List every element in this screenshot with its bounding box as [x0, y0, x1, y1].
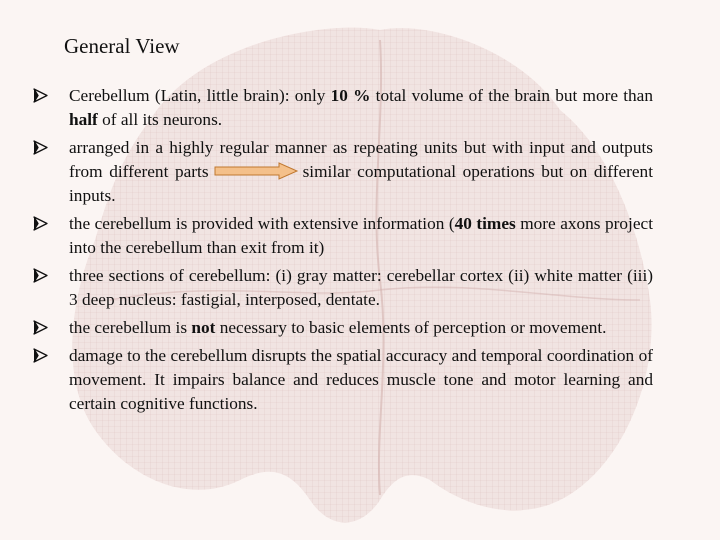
bullet-text: three sections of cerebellum: (i) gray matter: cerebellar cortex (ii) white matter (iii) 3 deep nucleus: fastigial, interposed, dentate. [69, 266, 653, 309]
bullet-item [33, 264, 653, 312]
arrow-bullet-icon [33, 140, 48, 155]
bullet-item [33, 136, 653, 208]
bullet-text: the cerebellum is [69, 318, 192, 337]
slide-title: General View [64, 34, 180, 58]
arrow-bullet-icon [33, 268, 48, 283]
bullet-text: more axons project into the cerebellum than exit from it) [69, 214, 653, 257]
arrow-bullet-icon [33, 320, 48, 335]
bullet-text: of all its neurons. [97, 110, 223, 129]
bullet-item [33, 316, 653, 340]
bullet-text: total volume of the brain but more than [370, 86, 653, 105]
arrow-bullet-icon [33, 348, 48, 363]
bullet-item [33, 212, 653, 260]
bold-text: 10 % [330, 86, 371, 105]
bullet-text: similar computational operations but on different inputs. [69, 162, 653, 205]
bold-text: not [191, 318, 216, 337]
bullet-text: Cerebellum (Latin, little brain): only [69, 86, 331, 105]
bold-text: half [69, 110, 98, 129]
arrow-bullet-icon [33, 216, 48, 231]
bullet-text: the cerebellum is provided with extensive information ( [69, 214, 455, 233]
bullet-item [33, 84, 653, 132]
bullet-list [33, 84, 653, 420]
bullet-text: damage to the cerebellum disrupts the spatial accuracy and temporal coordination of movement. It impairs balance and reduces muscle tone and motor learning and certain cognitive functions. [69, 346, 653, 413]
bold-text: 40 times [454, 214, 516, 233]
arrow-bullet-icon [33, 88, 48, 103]
bullet-item [33, 344, 653, 416]
bullet-text: necessary to basic elements of perception or movement. [215, 318, 607, 337]
bullet-text: arranged in a highly regular manner as repeating units but with input and outputs from different parts [69, 138, 653, 181]
right-arrow-icon [213, 162, 299, 180]
